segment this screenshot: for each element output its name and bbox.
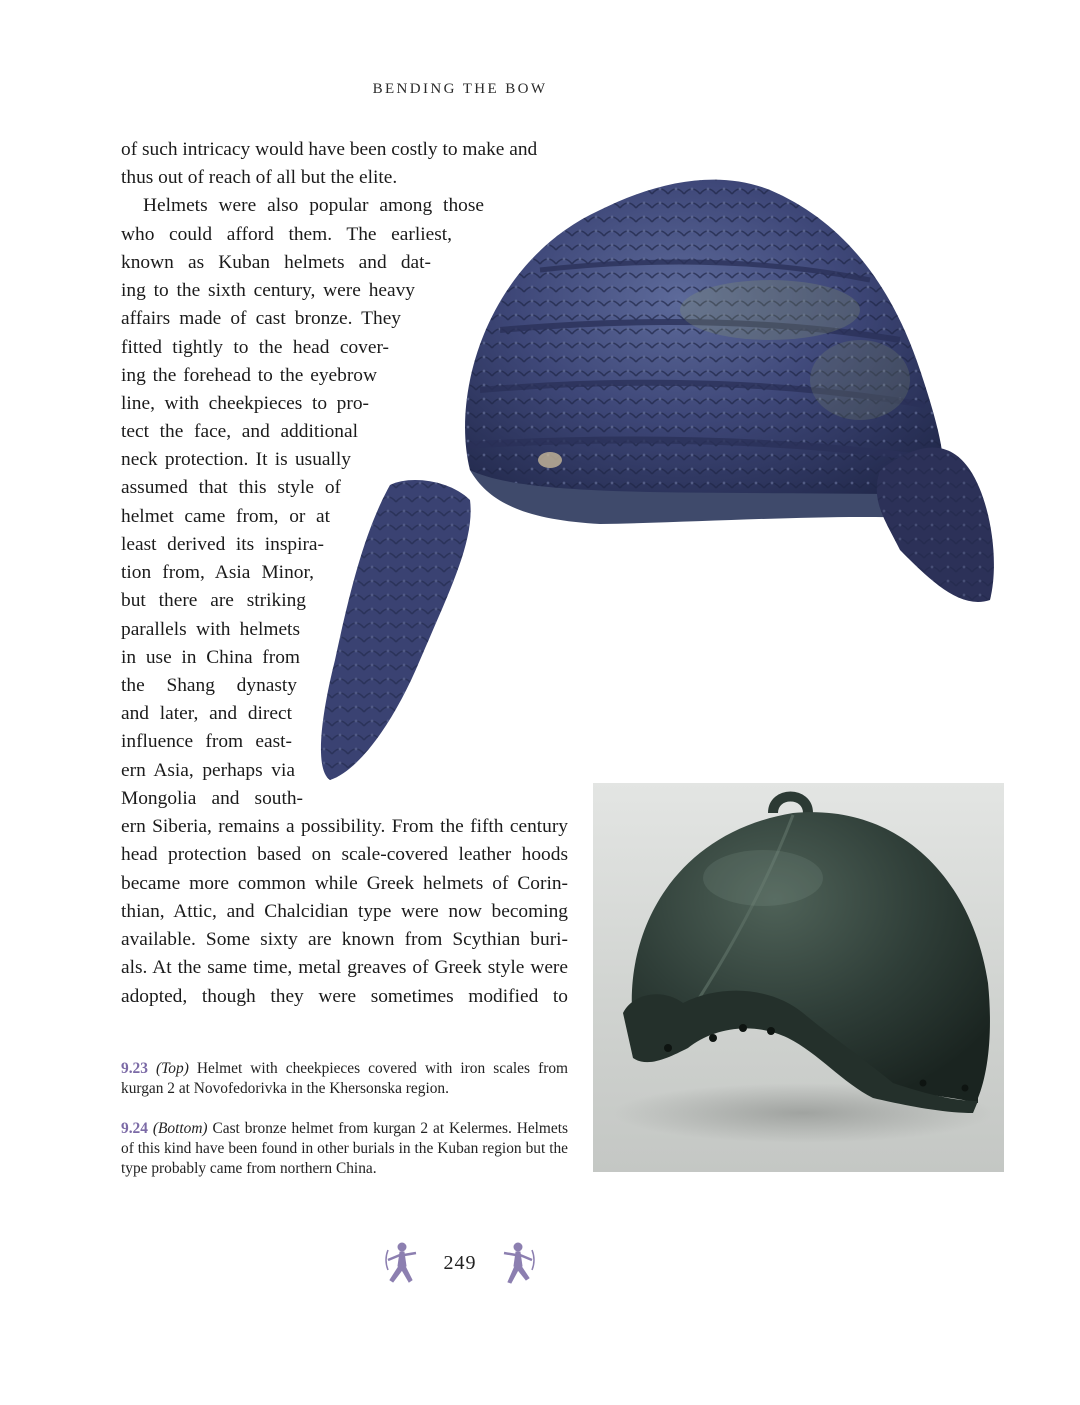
body-line: ern Asia, perhaps via: [121, 760, 295, 781]
body-line: tion from, Asia Minor,: [121, 562, 314, 583]
body-line: Helmets were also popular among those: [143, 195, 484, 216]
body-line: ing to the sixth century, were heavy: [121, 280, 415, 301]
caption-position: (Top): [156, 1060, 189, 1077]
body-line: available. Some sixty are known from Scythian buri-: [121, 929, 568, 950]
body-line: who could afford them. The earliest,: [121, 224, 452, 245]
caption-top: [121, 1059, 568, 1099]
archer-ornament-right-icon: [498, 1240, 538, 1288]
body-line: but there are striking: [121, 590, 306, 611]
body-line: ing the forehead to the eyebrow: [121, 365, 377, 386]
body-line: line, with cheekpieces to pro-: [121, 393, 369, 414]
body-line: thus out of reach of all but the elite.: [121, 167, 398, 188]
body-line: helmet came from, or at: [121, 506, 330, 527]
body-line: of such intricacy would have been costly to make and: [121, 139, 538, 160]
body-line: thian, Attic, and Chalcidian type were now becoming: [121, 901, 568, 922]
folio: [380, 1240, 540, 1290]
running-head: BENDING THE BOW: [372, 81, 548, 97]
body-line: in use in China from: [121, 647, 300, 668]
caption-text: Helmet with cheekpieces covered with iron scales from kurgan 2 at Novofedorivka in the Khersonska region.: [121, 1060, 568, 1097]
body-line: Mongolia and south-: [121, 788, 303, 809]
caption-number: 9.23: [121, 1060, 148, 1077]
body-line: affairs made of cast bronze. They: [121, 308, 401, 329]
body-line: tect the face, and additional: [121, 421, 358, 442]
body-line: neck protection. It is usually: [121, 449, 351, 470]
body-line: influence from east-: [121, 731, 292, 752]
body-line: adopted, though they were sometimes modified to: [121, 986, 568, 1007]
page-number: 249: [443, 1252, 477, 1274]
body-line: ern Siberia, remains a possibility. From the fifth century: [121, 816, 568, 837]
body-line: head protection based on scale-covered leather hoods: [121, 844, 568, 865]
body-line: and later, and direct: [121, 703, 292, 724]
body-line: als. At the same time, metal greaves of Greek style were: [121, 957, 568, 978]
body-line: the Shang dynasty: [121, 675, 297, 696]
body-line: known as Kuban helmets and dat-: [121, 252, 431, 273]
body-line: fitted tightly to the head cover-: [121, 337, 389, 358]
body-line: parallels with helmets: [121, 619, 300, 640]
caption-number: 9.24: [121, 1120, 148, 1137]
body-line: least derived its inspira-: [121, 534, 324, 555]
caption-text: Cast bronze helmet from kurgan 2 at Kelermes. Helmets of this kind have been found in other burials in the Kuban region but the type probably came from northern China.: [121, 1120, 569, 1177]
body-line: assumed that this style of: [121, 477, 341, 498]
caption-position: (Bottom): [152, 1120, 208, 1137]
body-line: became more common while Greek helmets of Corin-: [121, 873, 568, 894]
bottom-helmet-image: [593, 783, 1004, 1172]
caption-bottom: [121, 1119, 568, 1178]
